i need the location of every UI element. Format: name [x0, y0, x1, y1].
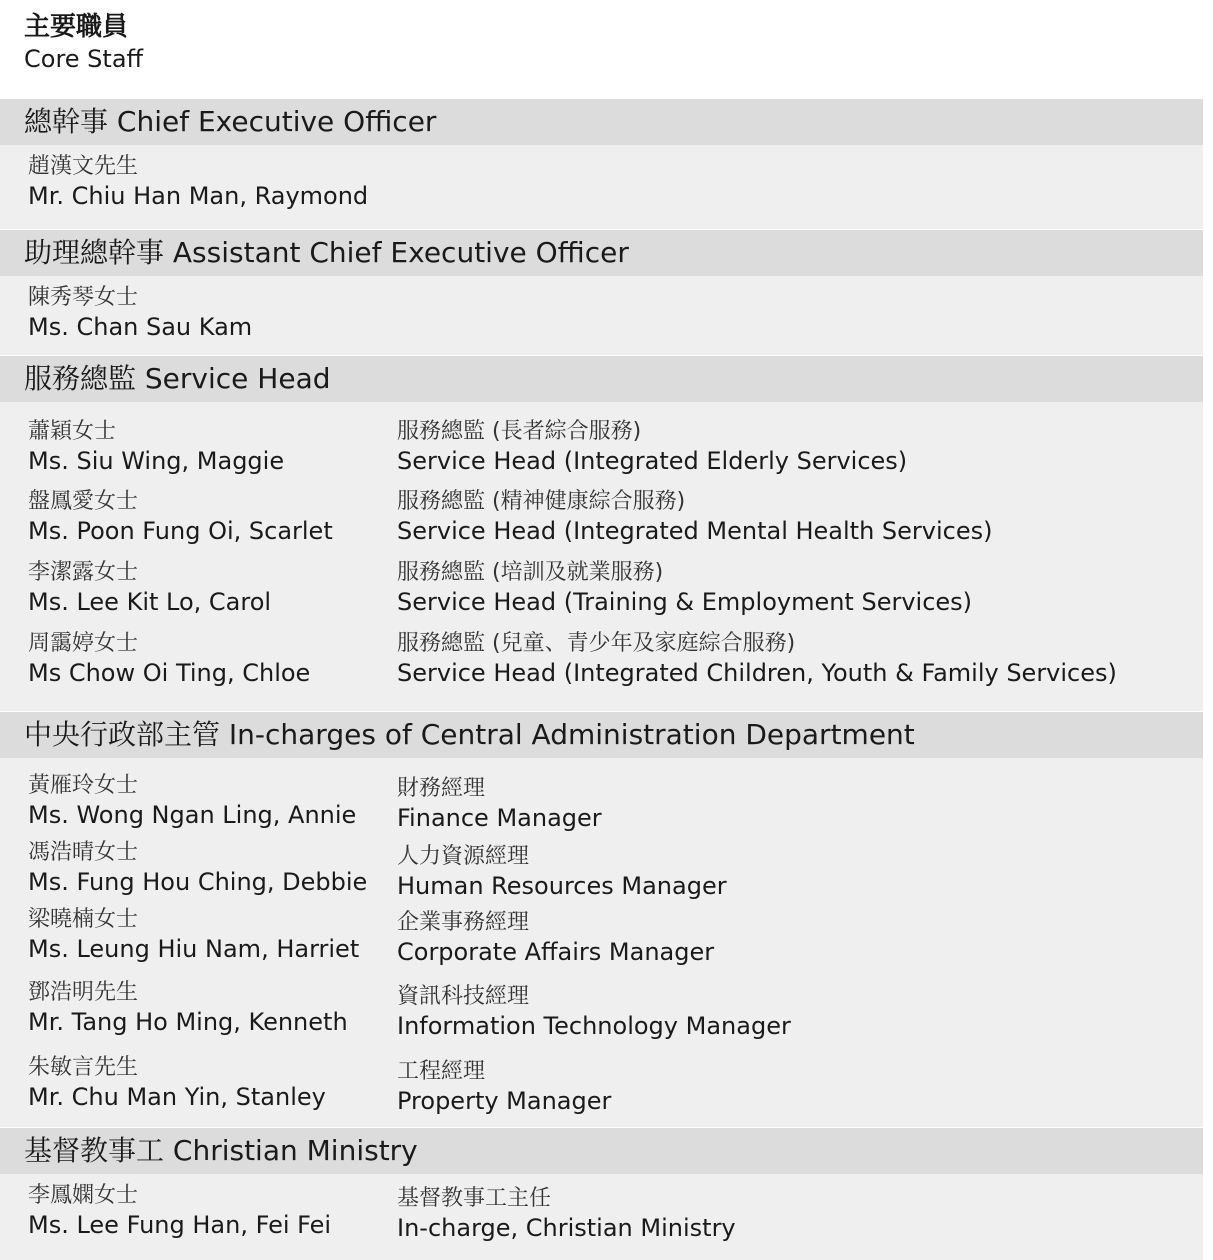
- person-role-zh: 人力資源經理: [397, 844, 530, 869]
- person-role-en: Service Head (Integrated Elderly Services): [397, 447, 908, 475]
- person-role-zh: 服務總監 (兒童、青少年及家庭綜合服務): [397, 631, 796, 656]
- person-entry: [28, 839, 367, 898]
- person-role: [397, 418, 907, 477]
- person-role: [397, 1058, 611, 1117]
- person-name-en: Ms Chow Oi Ting, Chloe: [28, 659, 311, 687]
- person-name-en: Mr. Chu Man Yin, Stanley: [28, 1083, 326, 1111]
- person-name-en: Ms. Chan Sau Kam: [28, 313, 253, 341]
- person-entry: [28, 559, 271, 618]
- person-role-en: Corporate Affairs Manager: [397, 938, 715, 966]
- person-name-en: Ms. Lee Kit Lo, Carol: [28, 588, 272, 616]
- section-heading-service-head: 服務總監 Service Head: [0, 356, 1203, 402]
- section-body-service-head: [0, 402, 1203, 711]
- person-role-zh: 基督教事工主任: [397, 1186, 552, 1211]
- page-title-en: Core Staff: [24, 45, 144, 73]
- person-role-en: Information Technology Manager: [397, 1012, 791, 1040]
- person-role: [397, 983, 791, 1042]
- person-role: [397, 630, 1117, 689]
- person-name-zh: 周靄婷女士: [28, 631, 139, 656]
- person-name-en: Mr. Tang Ho Ming, Kenneth: [28, 1008, 348, 1036]
- person-name-zh: 黃雁玲女士: [28, 773, 139, 798]
- person-role-en: In-charge, Christian Ministry: [397, 1214, 736, 1242]
- person-role-en: Service Head (Training & Employment Services): [397, 588, 973, 616]
- person-name-zh: 陳秀琴女士: [28, 285, 139, 310]
- person-name-en: Ms. Wong Ngan Ling, Annie: [28, 801, 357, 829]
- person-role: [397, 488, 993, 547]
- person-role: [397, 559, 972, 618]
- person-entry: [28, 772, 356, 831]
- section-body-central-admin: [0, 758, 1203, 1127]
- person-role-zh: 服務總監 (培訓及就業服務): [397, 560, 664, 585]
- person-entry: [28, 630, 310, 689]
- person-role-zh: 企業事務經理: [397, 910, 530, 935]
- person-role: [397, 1185, 736, 1244]
- section-body-aceo: [0, 276, 1203, 355]
- person-name-en: Ms. Leung Hiu Nam, Harriet: [28, 935, 360, 963]
- person-role-en: Property Manager: [397, 1087, 612, 1115]
- person-name-en: Ms. Fung Hou Ching, Debbie: [28, 868, 368, 896]
- person-role-en: Service Head (Integrated Children, Youth & Family Services): [397, 659, 1117, 687]
- person-name-zh: 李潔露女士: [28, 560, 139, 585]
- section-body-ceo: [0, 145, 1203, 229]
- section-heading-central-admin: 中央行政部主管 In-charges of Central Administration Department: [0, 712, 1203, 758]
- person-role: [397, 909, 714, 968]
- section-heading-ceo: 總幹事 Chief Executive Officer: [0, 99, 1203, 145]
- person-role-zh: 資訊科技經理: [397, 984, 530, 1009]
- person-name-zh: 鄧浩明先生: [28, 980, 139, 1005]
- person-entry: [28, 1182, 331, 1241]
- person-name-en: Ms. Poon Fung Oi, Scarlet: [28, 517, 333, 545]
- person-entry: [28, 979, 348, 1038]
- person-role-en: Human Resources Manager: [397, 872, 727, 900]
- person-name-en: Ms. Siu Wing, Maggie: [28, 447, 285, 475]
- person-entry: [28, 1054, 326, 1113]
- page-header: [24, 10, 143, 74]
- person-role-en: Finance Manager: [397, 804, 602, 832]
- person-entry: [28, 488, 333, 547]
- person-role-en: Service Head (Integrated Mental Health Services): [397, 517, 993, 545]
- person-entry: [28, 906, 359, 965]
- section-heading-christian-ministry: 基督教事工 Christian Ministry: [0, 1128, 1203, 1174]
- person-role-zh: 服務總監 (長者綜合服務): [397, 419, 642, 444]
- person-role: [397, 843, 727, 902]
- person-name-zh: 蕭穎女士: [28, 419, 117, 444]
- person-entry: [28, 284, 252, 343]
- person-role-zh: 財務經理: [397, 776, 486, 801]
- section-body-christian-ministry: [0, 1174, 1203, 1260]
- person-entry: [28, 418, 284, 477]
- section-heading-aceo: 助理總幹事 Assistant Chief Executive Officer: [0, 230, 1203, 276]
- person-entry: [28, 153, 368, 212]
- person-name-zh: 李鳳嫻女士: [28, 1183, 139, 1208]
- person-role: [397, 775, 602, 834]
- person-role-zh: 工程經理: [397, 1059, 486, 1084]
- person-name-en: Mr. Chiu Han Man, Raymond: [28, 182, 369, 210]
- person-name-zh: 盤鳳愛女士: [28, 489, 139, 514]
- page-title-zh: 主要職員: [24, 12, 129, 42]
- person-name-zh: 朱敏言先生: [28, 1055, 139, 1080]
- person-role-zh: 服務總監 (精神健康綜合服務): [397, 489, 686, 514]
- person-name-en: Ms. Lee Fung Han, Fei Fei: [28, 1211, 332, 1239]
- person-name-zh: 趙漢文先生: [28, 154, 139, 179]
- person-name-zh: 馮浩晴女士: [28, 840, 139, 865]
- person-name-zh: 梁曉楠女士: [28, 907, 139, 932]
